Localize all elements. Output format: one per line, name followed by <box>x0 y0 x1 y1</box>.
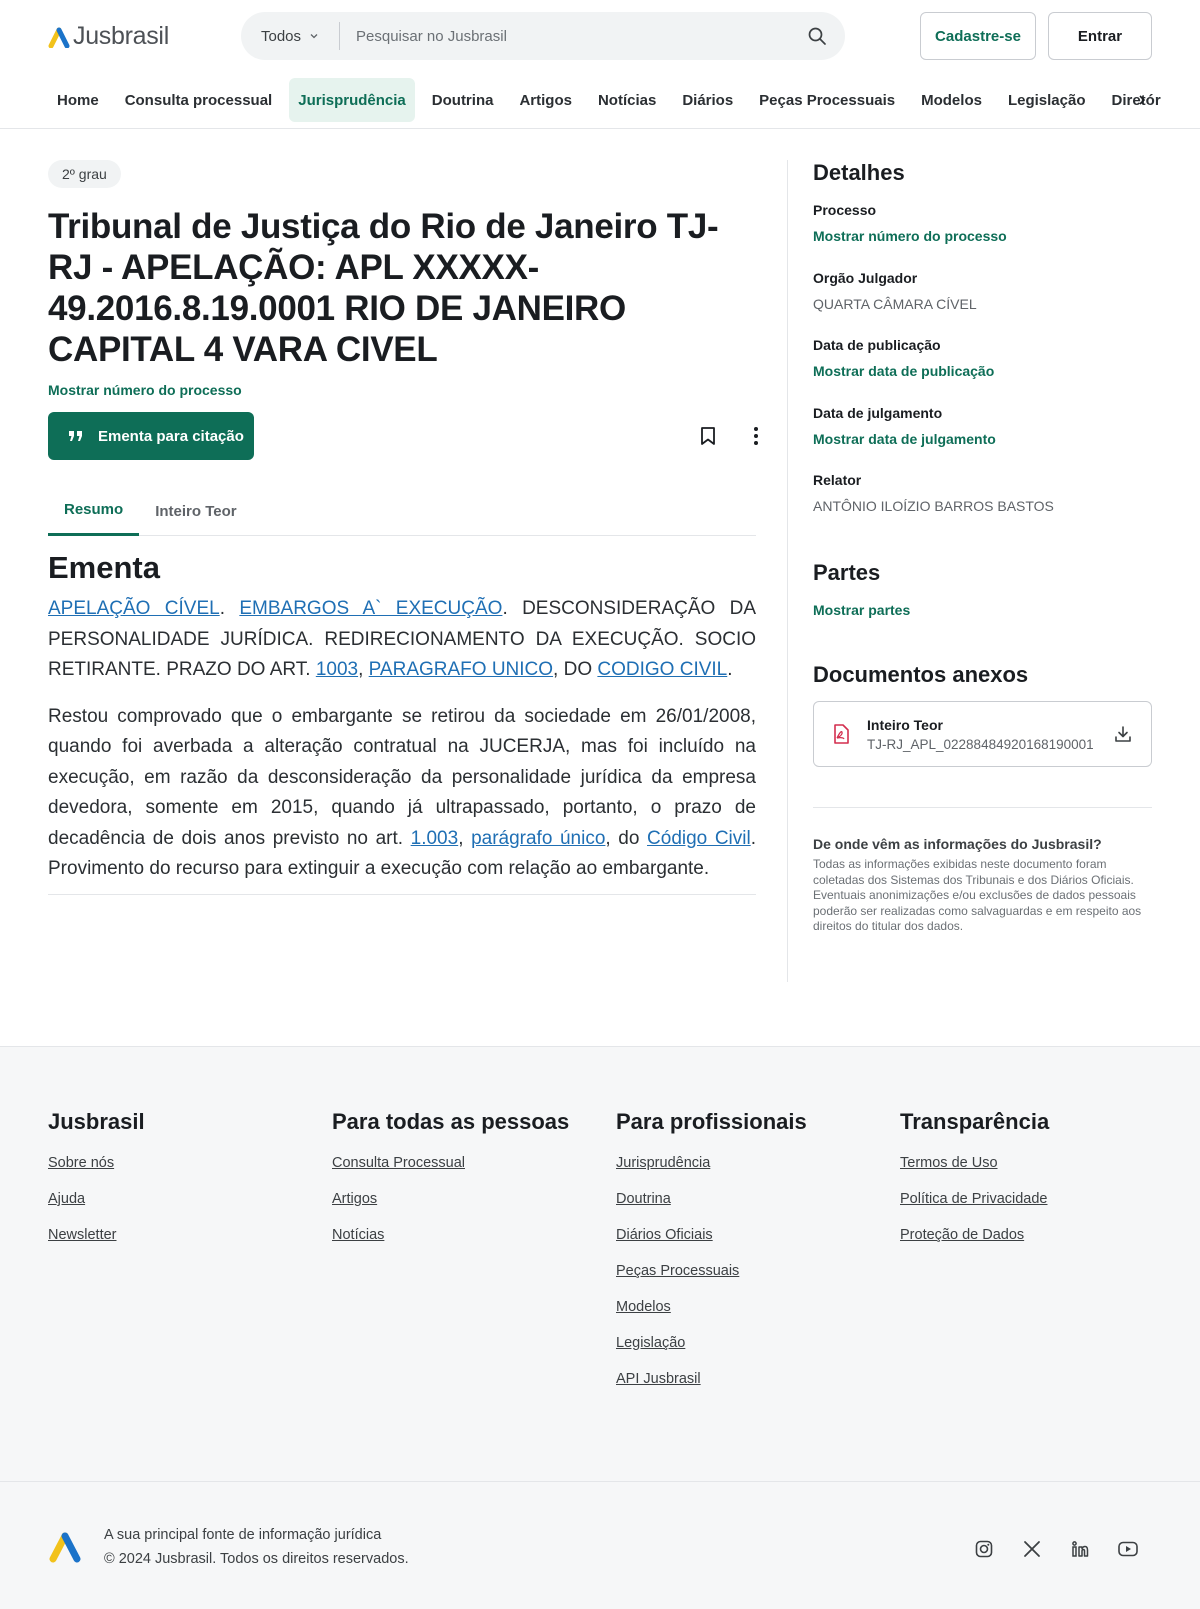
more-options-button[interactable] <box>732 412 780 460</box>
footer-link-pecas-processuais[interactable]: Peças Processuais <box>616 1263 740 1279</box>
main-content <box>48 160 756 885</box>
footer-link-protecao-de-dados[interactable]: Proteção de Dados <box>900 1227 1025 1243</box>
footer-link-modelos[interactable]: Modelos <box>616 1299 671 1315</box>
detail-label: Data de publicação <box>813 337 941 353</box>
jusbrasil-logo[interactable] <box>48 22 169 51</box>
ementa-link-codigo-civil[interactable]: CODIGO CIVIL <box>597 659 728 680</box>
partes-heading: Partes <box>813 560 881 585</box>
footer-link-legislacao[interactable]: Legislação <box>616 1335 686 1351</box>
x-icon <box>1023 1540 1041 1558</box>
more-vertical-icon <box>753 426 759 446</box>
footer-logo[interactable] <box>48 1531 82 1568</box>
detail-label: Orgão Julgador <box>813 270 918 286</box>
search-icon <box>807 26 827 46</box>
sidebar-separator <box>813 807 1152 808</box>
tab-inteiro-teor[interactable]: Inteiro Teor <box>155 502 237 520</box>
show-publication-date-link[interactable]: Mostrar data de publicação <box>813 363 995 379</box>
linkedin-link[interactable] <box>1064 1533 1096 1565</box>
detail-label: Data de julgamento <box>813 405 943 421</box>
sidebar-divider <box>787 160 788 982</box>
detail-relator <box>813 472 1054 514</box>
ementa-body-text: , do <box>605 827 648 849</box>
data-source-heading: De onde vêm as informações do Jusbrasil? <box>813 836 1102 852</box>
logo-text: Jusbrasil <box>73 22 169 50</box>
footer-link-newsletter[interactable]: Newsletter <box>48 1227 117 1243</box>
ementa-body <box>48 702 756 885</box>
detail-label: Relator <box>813 472 862 488</box>
detail-data-julgamento <box>813 405 996 447</box>
ementa-body-link-1003[interactable]: 1.003 <box>410 827 459 849</box>
footer-link-doutrina[interactable]: Doutrina <box>616 1191 671 1207</box>
ementa-body-text: . Provimento do recurso para extinguir a execução com relação ao embargante. <box>48 827 756 879</box>
attached-docs-heading: Documentos anexos <box>813 662 1029 687</box>
footer-column-title: Para todas as pessoas <box>332 1109 570 1134</box>
footer-copyright: © 2024 Jusbrasil. Todos os direitos reservados. <box>104 1551 409 1567</box>
search-scope-dropdown[interactable] <box>241 12 339 60</box>
cite-ementa-button[interactable] <box>48 412 254 460</box>
nav-item-diarios[interactable]: Diários <box>682 91 734 109</box>
attached-document-card[interactable] <box>813 701 1152 767</box>
content-divider <box>48 894 756 895</box>
footer-link-termos-de-uso[interactable]: Termos de Uso <box>900 1155 998 1171</box>
footer-column-title: Para profissionais <box>616 1109 807 1134</box>
ementa-link-1003[interactable]: 1003 <box>315 659 359 680</box>
nav-item-noticias[interactable]: Notícias <box>597 91 657 109</box>
ementa-link-apelacao-civel[interactable]: APELAÇÃO CÍVEL <box>48 598 220 619</box>
nav-item-pecas-processuais[interactable]: Peças Processuais <box>759 91 896 109</box>
ementa-text: . DESCONSIDERAÇÃO DA PERSONALIDADE JURÍDICA. REDIRECIONAMENTO DA EXECUÇÃO. SOCIO RETIRANTE. PRAZO DO ART. <box>48 598 757 680</box>
footer-link-diarios-oficiais[interactable]: Diários Oficiais <box>616 1227 713 1243</box>
nav-item-jurisprudencia[interactable]: Jurisprudência <box>289 78 415 122</box>
show-judgment-date-link[interactable]: Mostrar data de julgamento <box>813 431 996 447</box>
instance-badge: 2º grau <box>48 160 121 188</box>
detail-processo <box>813 202 1007 244</box>
document-info <box>867 717 1095 752</box>
ementa-heading: Ementa <box>48 550 160 585</box>
footer-tagline: A sua principal fonte de informação jurídica <box>104 1527 382 1543</box>
show-process-number-link[interactable]: Mostrar número do processo <box>48 382 242 398</box>
ementa-link-embargos-execucao[interactable]: EMBARGOS A` EXECUÇÃO <box>239 598 503 619</box>
chevron-down-icon <box>309 31 319 41</box>
pdf-icon-wrap <box>814 724 867 744</box>
footer-column-title: Transparência <box>900 1109 1050 1134</box>
footer-link-api-jusbrasil[interactable]: API Jusbrasil <box>616 1371 701 1387</box>
search-scope-label: Todos <box>260 27 302 45</box>
action-row <box>48 412 756 460</box>
details-heading: Detalhes <box>813 160 905 185</box>
detail-label: Processo <box>813 202 877 218</box>
ementa-body-text: , <box>458 827 472 849</box>
show-parties-link[interactable]: Mostrar partes <box>813 602 911 618</box>
nav-item-consulta-processual[interactable]: Consulta processual <box>124 91 273 109</box>
download-icon <box>1114 725 1132 743</box>
show-process-number-sidebar-link[interactable]: Mostrar número do processo <box>813 228 1007 244</box>
ementa-text: , DO <box>553 659 598 680</box>
main-nav <box>48 78 1168 122</box>
search-button[interactable] <box>789 12 845 60</box>
quote-icon <box>68 429 84 443</box>
footer-text <box>104 1523 409 1571</box>
footer-column-jusbrasil <box>48 1109 145 1243</box>
nav-item-home[interactable]: Home <box>57 91 99 109</box>
pdf-icon <box>832 724 850 744</box>
youtube-link[interactable] <box>1112 1533 1144 1565</box>
detail-value: QUARTA CÂMARA CÍVEL <box>813 296 977 312</box>
footer-link-politica-de-privacidade[interactable]: Política de Privacidade <box>900 1191 1048 1207</box>
footer-link-ajuda[interactable]: Ajuda <box>48 1191 86 1207</box>
content-tabs <box>48 486 756 536</box>
ementa-text: . <box>219 598 240 619</box>
instagram-link[interactable] <box>968 1533 1000 1565</box>
document-title: Inteiro Teor <box>867 716 943 733</box>
nav-item-legislacao[interactable]: Legislação <box>1007 91 1086 109</box>
document-filename: TJ-RJ_APL_02288484920168190001 <box>867 736 1094 752</box>
ementa-text: , <box>358 659 369 680</box>
nav-scroll-right-button[interactable] <box>1130 88 1154 112</box>
nav-item-artigos[interactable]: Artigos <box>519 91 572 109</box>
footer-link-jurisprudencia[interactable]: Jurisprudência <box>616 1155 711 1171</box>
x-link[interactable] <box>1016 1533 1048 1565</box>
footer-column-para-todas-as-pessoas <box>332 1109 569 1243</box>
nav-item-diretorio[interactable]: Diretór <box>1111 91 1161 109</box>
nav-item-doutrina[interactable]: Doutrina <box>431 91 494 109</box>
page-title: Tribunal de Justiça do Rio de Janeiro TJ-RJ - APELAÇÃO: APL XXXXX-49.2016.8.19.0001 RIO DE JANEIRO CAPITAL 4 VARA CIVEL <box>48 207 719 369</box>
footer-column-para-profissionais <box>616 1109 807 1387</box>
jusbrasil-logo-icon <box>48 26 70 48</box>
jusbrasil-logo-icon <box>48 1531 82 1563</box>
youtube-icon <box>1118 1541 1138 1557</box>
site-footer <box>0 1046 1200 1609</box>
footer-link-noticias[interactable]: Notícias <box>332 1227 385 1243</box>
cite-button-label: Ementa para citação <box>98 427 244 445</box>
nav-item-modelos[interactable]: Modelos <box>921 91 982 109</box>
bookmark-button[interactable] <box>684 412 732 460</box>
detail-value: ANTÔNIO ILOÍZIO BARROS BASTOS <box>813 498 1054 514</box>
footer-separator <box>0 1481 1200 1482</box>
instagram-icon <box>975 1540 993 1558</box>
ementa-body-text: Restou comprovado que o embargante se retirou da sociedade em 26/01/2008, quando foi averbada a alteração contratual na JUCERJA, mas foi incluído na execução, em razão da desconsideração da personalidade jurídica da empresa devedora, somente em 2015, quando já ultrapassado, portanto, o prazo de decadência de dois anos previsto no art. <box>48 705 756 849</box>
tab-resumo[interactable]: Resumo <box>48 486 139 536</box>
bookmark-icon <box>700 426 716 446</box>
ementa-summary <box>48 594 756 686</box>
search-bar <box>241 12 845 60</box>
download-button[interactable] <box>1095 725 1151 743</box>
ementa-body-link-paragrafo-unico[interactable]: parágrafo único <box>471 827 606 849</box>
detail-data-publicacao <box>813 337 994 379</box>
ementa-link-paragrafo-unico[interactable]: PARAGRAFO UNICO <box>368 659 554 680</box>
data-source-text: Todas as informações exibidas neste documento foram coletadas dos Sistemas dos Tribunais e dos Diários Oficiais. Eventuais anonimizações e/ou exclusões de dados pessoais poderão ser realizadas como salvaguardas e em respeito aos direitos do titular dos dados. <box>813 857 1142 933</box>
linkedin-icon <box>1071 1540 1089 1558</box>
footer-link-sobre-nos[interactable]: Sobre nós <box>48 1155 115 1171</box>
footer-column-title: Jusbrasil <box>48 1109 145 1134</box>
footer-link-artigos[interactable]: Artigos <box>332 1191 378 1207</box>
footer-column-transparencia <box>900 1109 1049 1243</box>
chevron-right-icon <box>1136 94 1148 106</box>
detail-orgao-julgador <box>813 270 977 312</box>
signup-button[interactable]: Cadastre-se <box>920 12 1036 60</box>
footer-link-consulta-processual[interactable]: Consulta Processual <box>332 1155 465 1171</box>
site-header <box>0 0 1200 129</box>
ementa-text: . <box>727 659 733 680</box>
ementa-body-link-codigo-civil[interactable]: Código Civil <box>647 827 751 849</box>
search-input[interactable] <box>340 12 789 60</box>
login-button[interactable]: Entrar <box>1048 12 1152 60</box>
